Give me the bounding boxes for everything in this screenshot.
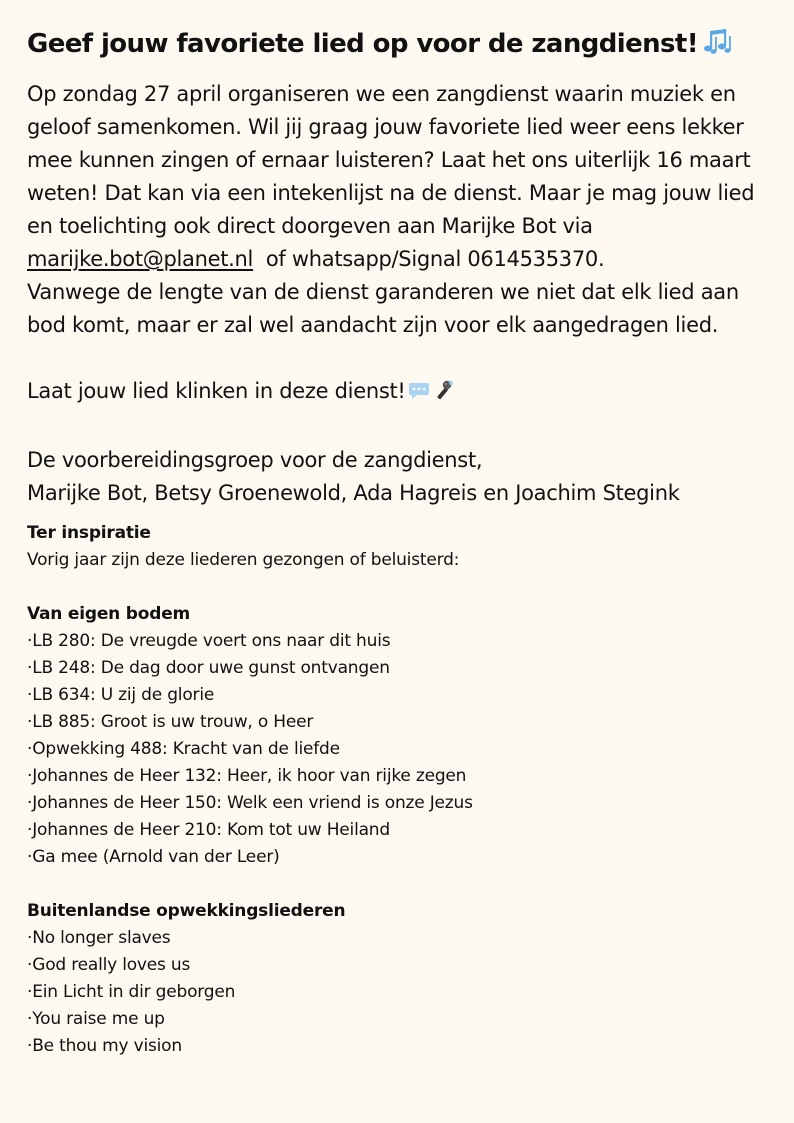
intro-text-after-email: of whatsapp/Signal 0614535370.: [265, 247, 605, 271]
bullet: ·: [27, 955, 33, 975]
song-title: LB 280: De vreugde voert ons naar dit huis: [32, 631, 391, 651]
song-title: LB 634: U zij de glorie: [32, 685, 215, 705]
song-list-foreign: [27, 925, 777, 1060]
list-item: [27, 1006, 777, 1033]
spacer: [27, 411, 777, 444]
microphone-icon: [432, 378, 454, 411]
song-title: Johannes de Heer 210: Kom tot uw Heiland: [32, 820, 390, 840]
flyer: [27, 24, 777, 1060]
spacer: [27, 871, 777, 898]
list-item: [27, 709, 777, 736]
bullet: ·: [27, 793, 33, 813]
song-title: Ga mee (Arnold van der Leer): [32, 847, 280, 867]
bullet: ·: [27, 982, 33, 1002]
list-item: [27, 763, 777, 790]
signature-line-1: De voorbereidingsgroep voor de zangdienst,: [27, 448, 483, 472]
song-list-domestic: [27, 628, 777, 871]
list-item: [27, 1033, 777, 1060]
bullet: ·: [27, 847, 33, 867]
bullet: ·: [27, 739, 33, 759]
bullet: ·: [27, 766, 33, 786]
call-to-action: [27, 375, 777, 411]
inspiration-subtitle: Vorig jaar zijn deze liederen gezongen of beluisterd:: [27, 550, 460, 570]
intro-text-before-email: Op zondag 27 april organiseren we een zangdienst waarin muziek en geloof samenkomen. Wil jij graag jouw favoriete lied weer eens lekker mee kunnen zingen of ernaar luisteren? Laat het ons uiterlijk 16 maart weten! Dat kan via een intekenlijst na de dienst. Maar je mag jouw lied en toelichting ook direct doorgeven aan Marijke Bot via: [27, 82, 755, 238]
intro-paragraph-2: Vanwege de lengte van de dienst garanderen we niet dat elk lied aan bod komt, maar er zal wel aandacht zijn voor elk aangedragen lied.: [27, 280, 739, 337]
email-link[interactable]: marijke.bot@planet.nl: [27, 247, 254, 271]
bullet: ·: [27, 1036, 33, 1056]
song-title: Johannes de Heer 132: Heer, ik hoor van rijke zegen: [32, 766, 467, 786]
list-item: [27, 682, 777, 709]
bullet: ·: [27, 1009, 33, 1029]
call-to-action-text: Laat jouw lied klinken in deze dienst!: [27, 379, 406, 403]
list-item: [27, 817, 777, 844]
intro-paragraph-1: [27, 78, 777, 276]
music-notes-icon: [702, 28, 734, 68]
list-item: [27, 655, 777, 682]
list-item: [27, 790, 777, 817]
list-item: [27, 844, 777, 871]
bullet: ·: [27, 658, 33, 678]
list-item: [27, 736, 777, 763]
page-title: [27, 24, 777, 68]
spacer: [27, 574, 777, 601]
section-heading-foreign: Buitenlandse opwekkingsliederen: [27, 901, 346, 921]
speech-bubble-icon: [408, 378, 430, 411]
speech-bubble-icon-svg: [408, 381, 430, 401]
song-title: Johannes de Heer 150: Welk een vriend is onze Jezus: [32, 793, 473, 813]
bullet: ·: [27, 685, 33, 705]
bullet: ·: [27, 712, 33, 732]
intro-text: [27, 78, 777, 510]
signature-line-2: Marijke Bot, Betsy Groenewold, Ada Hagreis en Joachim Stegink: [27, 481, 680, 505]
song-title: You raise me up: [32, 1009, 165, 1029]
list-item: [27, 628, 777, 655]
inspiration-section: [27, 520, 777, 1060]
song-title: No longer slaves: [32, 928, 171, 948]
song-title: LB 248: De dag door uwe gunst ontvangen: [32, 658, 390, 678]
list-item: [27, 979, 777, 1006]
microphone-icon-svg: [432, 379, 454, 401]
spacer: [27, 342, 777, 375]
song-title: Ein Licht in dir geborgen: [32, 982, 236, 1002]
music-notes-icon-svg: [702, 28, 734, 56]
inspiration-heading: Ter inspiratie: [27, 523, 151, 543]
list-item: [27, 925, 777, 952]
bullet: ·: [27, 820, 33, 840]
song-title: Be thou my vision: [32, 1036, 182, 1056]
song-title: God really loves us: [32, 955, 191, 975]
bullet: ·: [27, 631, 33, 651]
section-heading-domestic: Van eigen bodem: [27, 604, 191, 624]
bullet: ·: [27, 928, 33, 948]
list-item: [27, 952, 777, 979]
song-title: Opwekking 488: Kracht van de liefde: [32, 739, 340, 759]
page-title-text: Geef jouw favoriete lied op voor de zangdienst!: [27, 29, 698, 59]
song-title: LB 885: Groot is uw trouw, o Heer: [32, 712, 314, 732]
